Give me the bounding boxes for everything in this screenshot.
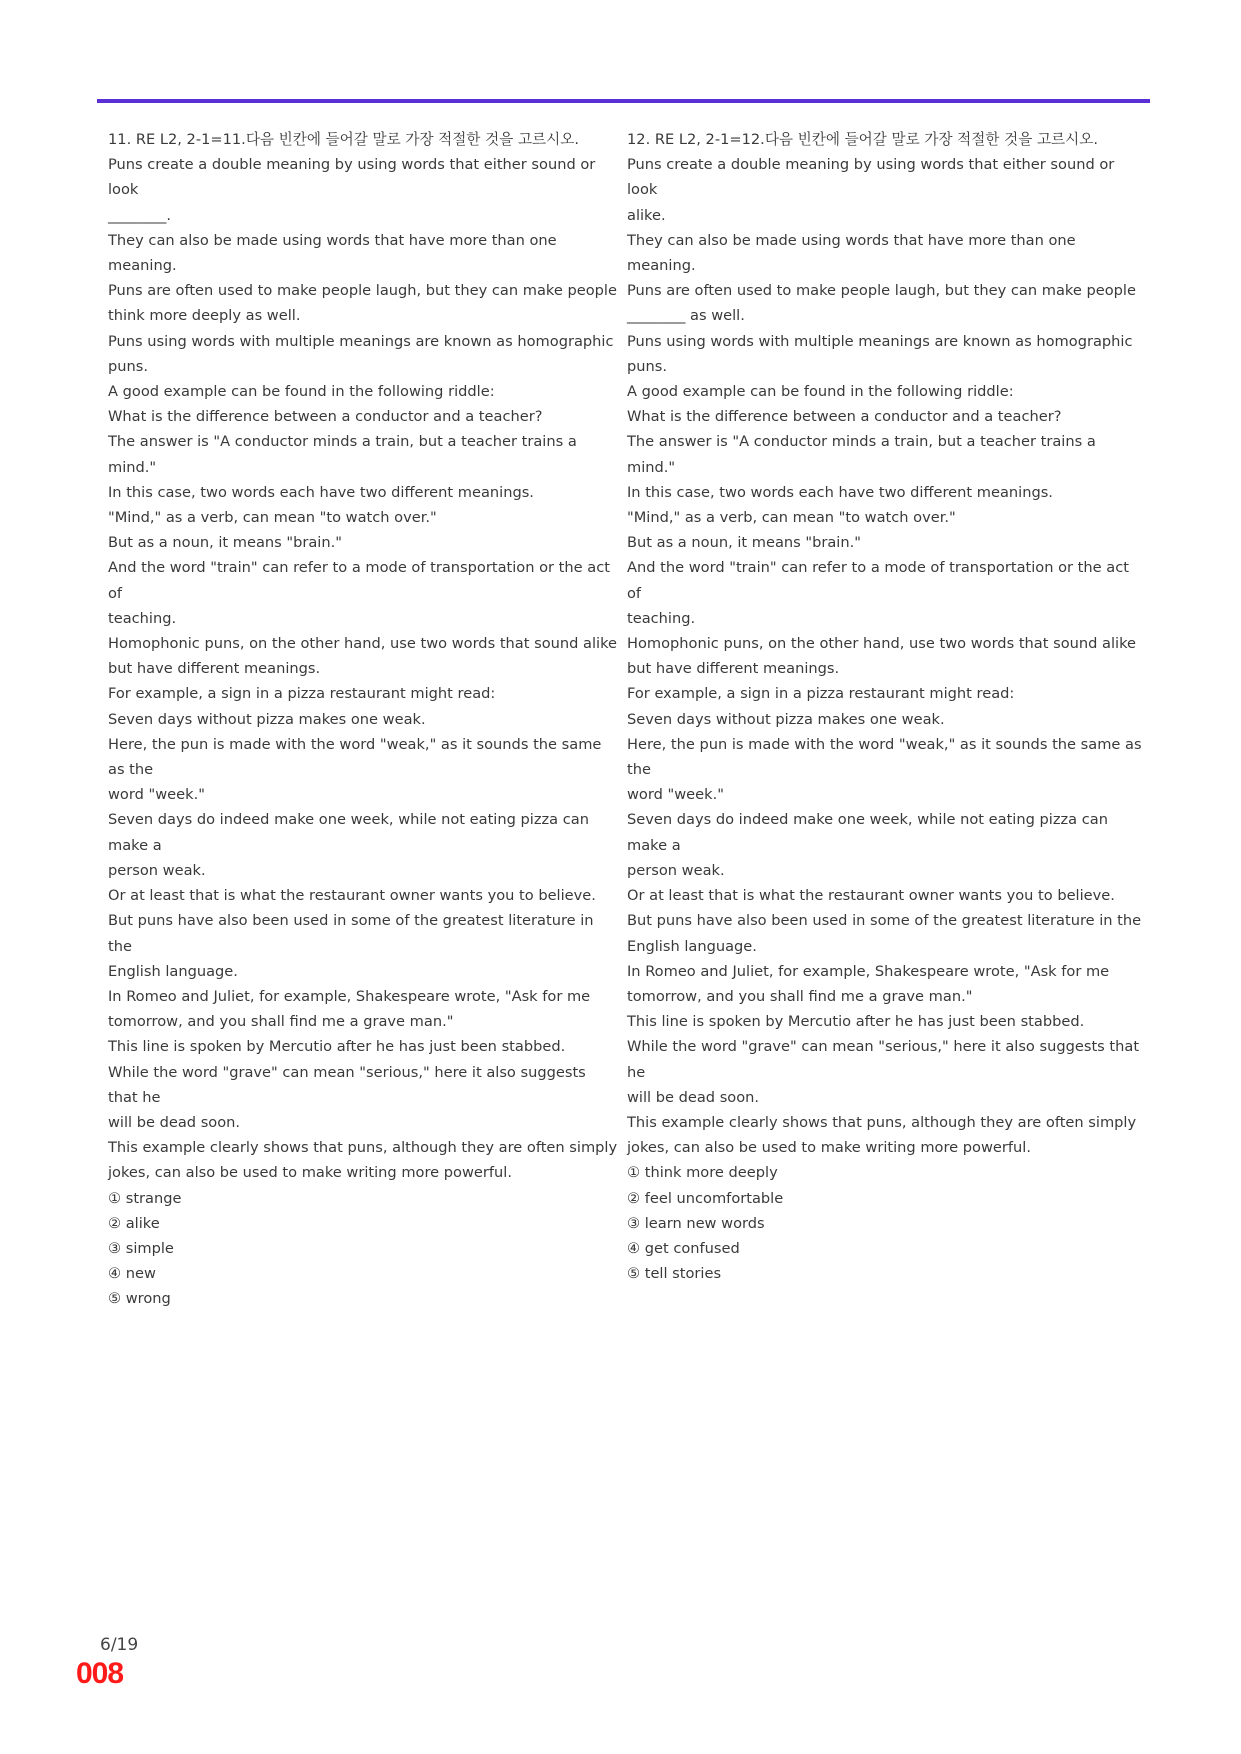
question-11-passage-line: word "week." <box>108 786 205 804</box>
question-11-passage-line: jokes, can also be used to make writing more powerful. <box>108 1164 512 1182</box>
question-11-passage-line: tomorrow, and you shall find me a grave man." <box>108 1013 454 1031</box>
question-12-passage-line: "Mind," as a verb, can mean "to watch over." <box>627 509 956 527</box>
question-12-passage-line: While the word "grave" can mean "serious," here it also suggests that he <box>627 1038 1140 1081</box>
question-11-options <box>108 1186 618 1312</box>
question-11-option-2[interactable]: ② alike <box>108 1214 160 1232</box>
question-11-column <box>108 127 618 1312</box>
question-12-passage <box>627 152 1142 1160</box>
question-12-passage-line: word "week." <box>627 786 724 804</box>
question-11-passage <box>108 152 618 1185</box>
question-12-passage-line: Homophonic puns, on the other hand, use two words that sound alike <box>627 635 1136 653</box>
question-12-column <box>627 127 1142 1286</box>
question-12-passage-line: They can also be made using words that have more than one meaning. <box>627 231 1076 275</box>
question-11-passage-line: will be dead soon. <box>108 1113 241 1131</box>
question-12-passage-line: And the word "train" can refer to a mode of transportation or the act of <box>627 559 1129 602</box>
question-11-passage-line: What is the difference between a conductor and a teacher? <box>108 408 543 426</box>
document-code: 008 <box>76 1657 124 1690</box>
question-12-option-3[interactable]: ③ learn new words <box>627 1214 765 1232</box>
top-divider <box>97 99 1150 103</box>
question-12-passage-line: For example, a sign in a pizza restaurant might read: <box>627 685 1015 703</box>
question-11-option-4[interactable]: ④ new <box>108 1265 156 1283</box>
question-12-passage-line: In this case, two words each have two different meanings. <box>627 483 1053 501</box>
question-11-passage-line: Puns create a double meaning by using words that either sound or look <box>108 156 596 199</box>
question-11-header: 11. RE L2, 2-1=11.다음 빈칸에 들어갈 말로 가장 적절한 것을 고르시오. <box>108 131 579 148</box>
question-12-passage-line: jokes, can also be used to make writing more powerful. <box>627 1139 1031 1157</box>
question-12-option-1[interactable]: ① think more deeply <box>627 1164 778 1182</box>
question-11-option-1[interactable]: ① strange <box>108 1189 182 1207</box>
question-12-header: 12. RE L2, 2-1=12.다음 빈칸에 들어갈 말로 가장 적절한 것을 고르시오. <box>627 131 1098 148</box>
question-12-passage-line: This line is spoken by Mercutio after he has just been stabbed. <box>627 1013 1085 1031</box>
question-11-passage-line: They can also be made using words that have more than one meaning. <box>108 231 557 275</box>
question-12-passage-line: English language. <box>627 937 757 955</box>
question-11-passage-line: And the word "train" can refer to a mode of transportation or the act of <box>108 559 610 602</box>
question-12-option-2[interactable]: ② feel uncomfortable <box>627 1189 784 1207</box>
question-11-passage-line: But as a noun, it means "brain." <box>108 534 342 552</box>
question-12-passage-line: tomorrow, and you shall find me a grave man." <box>627 987 973 1005</box>
question-11-passage-line: Or at least that is what the restaurant owner wants you to believe. <box>108 887 596 905</box>
question-12-option-5[interactable]: ⑤ tell stories <box>627 1265 722 1283</box>
question-11-passage-line: In Romeo and Juliet, for example, Shakespeare wrote, "Ask for me <box>108 987 591 1005</box>
question-11-passage-line: In this case, two words each have two different meanings. <box>108 483 534 501</box>
question-12-passage-line: Seven days do indeed make one week, while not eating pizza can make a <box>627 811 1108 854</box>
question-11-passage-line: puns. <box>108 357 149 375</box>
question-11-passage-line: Here, the pun is made with the word "weak," as it sounds the same as the <box>108 735 602 779</box>
question-11-passage-line: But puns have also been used in some of the greatest literature in the <box>108 912 594 955</box>
question-12-passage-line: Here, the pun is made with the word "weak," as it sounds the same as the <box>627 735 1142 779</box>
question-12-passage-line: alike. <box>627 206 666 224</box>
question-12-passage-line: Puns using words with multiple meanings are known as homographic <box>627 332 1133 350</box>
question-11-option-3[interactable]: ③ simple <box>108 1239 174 1257</box>
question-12-passage-line: But as a noun, it means "brain." <box>627 534 861 552</box>
question-12-passage-line: The answer is "A conductor minds a train, but a teacher trains a mind." <box>627 433 1096 476</box>
question-11-passage-line: While the word "grave" can mean "serious," here it also suggests that he <box>108 1063 586 1106</box>
question-12-passage-line: What is the difference between a conductor and a teacher? <box>627 408 1062 426</box>
question-12-passage-line: In Romeo and Juliet, for example, Shakespeare wrote, "Ask for me <box>627 962 1110 980</box>
question-12-passage-line: will be dead soon. <box>627 1088 760 1106</box>
question-12-passage-line: Seven days without pizza makes one weak. <box>627 710 945 728</box>
question-12-passage-line: Puns are often used to make people laugh, but they can make people <box>627 282 1136 300</box>
question-11-passage-line: "Mind," as a verb, can mean "to watch over." <box>108 509 437 527</box>
question-11-passage-line: This line is spoken by Mercutio after he has just been stabbed. <box>108 1038 566 1056</box>
question-12-passage-line: teaching. <box>627 609 696 627</box>
question-12-option-4[interactable]: ④ get confused <box>627 1239 740 1257</box>
question-12-options <box>627 1160 1142 1286</box>
question-11-passage-line: teaching. <box>108 609 177 627</box>
question-12-passage-line: Or at least that is what the restaurant owner wants you to believe. <box>627 887 1115 905</box>
question-11-passage-line: Puns are often used to make people laugh, but they can make people <box>108 282 617 300</box>
question-12-passage-line: A good example can be found in the following riddle: <box>627 383 1014 401</box>
question-11-passage-line: but have different meanings. <box>108 660 321 678</box>
question-11-passage-line: person weak. <box>108 861 206 879</box>
question-11-passage-line: Seven days do indeed make one week, while not eating pizza can make a <box>108 811 589 854</box>
question-11-passage-line: think more deeply as well. <box>108 307 301 325</box>
question-12-passage-line: ________ as well. <box>627 307 745 325</box>
question-11-passage-line: Homophonic puns, on the other hand, use two words that sound alike <box>108 635 617 653</box>
question-11-passage-line: This example clearly shows that puns, although they are often simply <box>108 1139 618 1157</box>
question-12-passage-line: This example clearly shows that puns, although they are often simply <box>627 1113 1137 1131</box>
question-11-option-5[interactable]: ⑤ wrong <box>108 1290 171 1308</box>
question-11-passage-line: A good example can be found in the following riddle: <box>108 383 495 401</box>
question-12-passage-line: Puns create a double meaning by using words that either sound or look <box>627 156 1115 199</box>
page-number: 6/19 <box>100 1635 139 1655</box>
question-12-passage-line: puns. <box>627 357 668 375</box>
question-12-passage-line: person weak. <box>627 861 725 879</box>
question-11-passage-line: ________. <box>108 206 172 224</box>
question-12-passage-line: but have different meanings. <box>627 660 840 678</box>
question-11-passage-line: English language. <box>108 962 238 980</box>
question-11-passage-line: For example, a sign in a pizza restaurant might read: <box>108 685 496 703</box>
question-11-passage-line: The answer is "A conductor minds a train, but a teacher trains a mind." <box>108 433 577 476</box>
question-11-passage-line: Puns using words with multiple meanings are known as homographic <box>108 332 614 350</box>
question-12-passage-line: But puns have also been used in some of the greatest literature in the <box>627 912 1142 930</box>
question-11-passage-line: Seven days without pizza makes one weak. <box>108 710 426 728</box>
